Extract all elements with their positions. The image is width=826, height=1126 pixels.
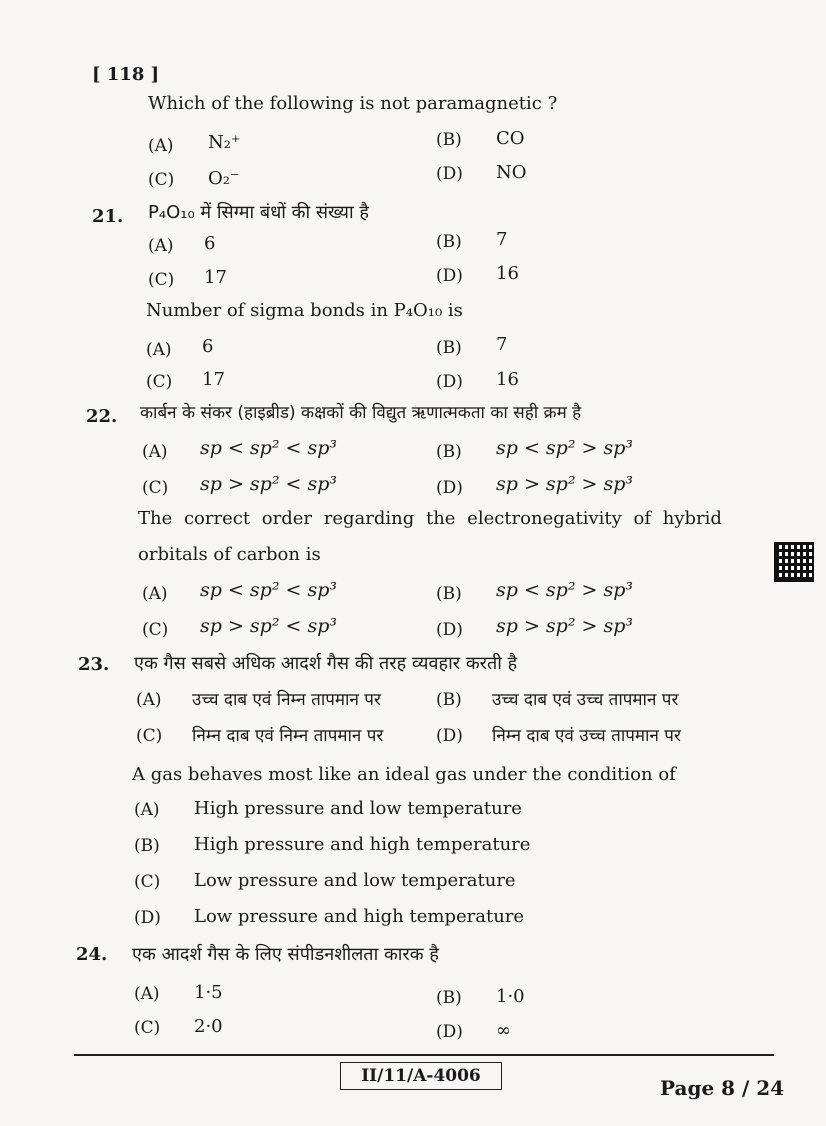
q22-hi-option-a: sp < sp² < sp³ [200,437,337,459]
q21-en-label-a: (A) [146,340,172,360]
q23-en-option-c: Low pressure and low temperature [194,870,516,891]
q23-hi-option-a: उच्च दाब एवं निम्न तापमान पर [192,690,381,710]
q22-en-label-a: (A) [142,584,168,604]
question-22-english-line1: The correct order regarding the electronegativity of hybrid [138,508,722,529]
question-22-hindi: कार्बन के संकर (हाइब्रीड) कक्षकों की विद्युत ऋणात्मकता का सही क्रम है [140,403,582,423]
q22-en-label-d: (D) [436,620,463,640]
q24-option-c: 2·0 [194,1016,223,1037]
q21-en-option-c: 17 [202,369,225,390]
question-23-hindi: एक गैस सबसे अधिक आदर्श गैस की तरह व्यवहार करती है [134,653,518,674]
q22-hi-label-a: (A) [142,442,168,462]
question-24-hindi: एक आदर्श गैस के लिए संपीडनशीलता कारक है [132,944,439,965]
q21-en-label-d: (D) [436,372,463,392]
q21-hi-label-d: (D) [436,266,463,286]
q23-en-option-b: High pressure and high temperature [194,834,531,855]
q23-en-option-a: High pressure and low temperature [194,798,522,819]
page-code: [ 118 ] [92,64,160,85]
q21-hi-label-b: (B) [436,232,462,252]
q24-label-d: (D) [436,1022,463,1042]
question-23-english: A gas behaves most like an ideal gas under the condition of [132,764,676,785]
q20-option-b: CO [496,128,525,149]
q23-en-label-a: (A) [134,800,160,820]
q20-label-a: (A) [148,136,174,156]
q21-hi-label-a: (A) [148,236,174,256]
q21-en-label-c: (C) [146,372,173,392]
q24-label-a: (A) [134,984,160,1004]
q22-en-label-c: (C) [142,620,169,640]
q20-label-b: (B) [436,130,462,150]
q22-hi-label-d: (D) [436,478,463,498]
qr-code [776,544,812,580]
q23-hi-option-c: निम्न दाब एवं निम्न तापमान पर [192,726,384,746]
q24-label-b: (B) [436,988,462,1008]
question-21-number: 21. [92,206,124,227]
q24-option-b: 1·0 [496,986,525,1007]
q22-hi-label-b: (B) [436,442,462,462]
question-22-number: 22. [86,406,118,427]
q22-en-label-b: (B) [436,584,462,604]
q21-en-option-b: 7 [496,334,508,355]
q22-en-option-d: sp > sp² > sp³ [496,615,633,637]
question-20-text: Which of the following is not paramagnetic ? [148,93,558,114]
question-21-hindi: P₄O₁₀ में सिग्मा बंधों की संख्या है [148,202,369,223]
q20-option-a: N₂⁺ [208,132,241,153]
q23-hi-label-a: (A) [136,690,162,710]
q22-en-option-c: sp > sp² < sp³ [200,615,337,637]
q22-hi-option-b: sp < sp² > sp³ [496,437,633,459]
q22-hi-option-c: sp > sp² < sp³ [200,473,337,495]
q22-hi-option-d: sp > sp² > sp³ [496,473,633,495]
q23-en-label-b: (B) [134,836,160,856]
q22-en-option-a: sp < sp² < sp³ [200,579,337,601]
q22-en-option-b: sp < sp² > sp³ [496,579,633,601]
question-21-english: Number of sigma bonds in P₄O₁₀ is [146,300,463,321]
q24-label-c: (C) [134,1018,161,1038]
q23-hi-label-d: (D) [436,726,463,746]
q20-label-d: (D) [436,164,463,184]
q24-option-d: ∞ [496,1020,511,1041]
q23-en-label-d: (D) [134,908,161,928]
q21-en-option-a: 6 [202,336,214,357]
q21-hi-option-c: 17 [204,267,227,288]
booklet-code: II/11/A-4006 [340,1062,502,1090]
q21-en-option-d: 16 [496,369,519,390]
q21-hi-option-d: 16 [496,263,519,284]
question-23-number: 23. [78,654,110,675]
q21-hi-option-a: 6 [204,233,216,254]
q20-option-d: NO [496,162,527,183]
q23-en-option-d: Low pressure and high temperature [194,906,525,927]
q23-hi-option-d: निम्न दाब एवं उच्च तापमान पर [492,726,681,746]
page-number: Page 8 / 24 [660,1076,785,1100]
q22-hi-label-c: (C) [142,478,169,498]
q24-option-a: 1·5 [194,982,223,1003]
question-24-number: 24. [76,944,108,965]
q20-label-c: (C) [148,170,175,190]
q23-hi-option-b: उच्च दाब एवं उच्च तापमान पर [492,690,679,710]
question-22-english-line2: orbitals of carbon is [138,544,321,565]
q23-hi-label-c: (C) [136,726,163,746]
q21-hi-label-c: (C) [148,270,175,290]
q21-hi-option-b: 7 [496,229,508,250]
footer-rule [74,1054,774,1056]
q21-en-label-b: (B) [436,338,462,358]
q23-hi-label-b: (B) [436,690,462,710]
q20-option-c: O₂⁻ [208,168,240,189]
q23-en-label-c: (C) [134,872,161,892]
